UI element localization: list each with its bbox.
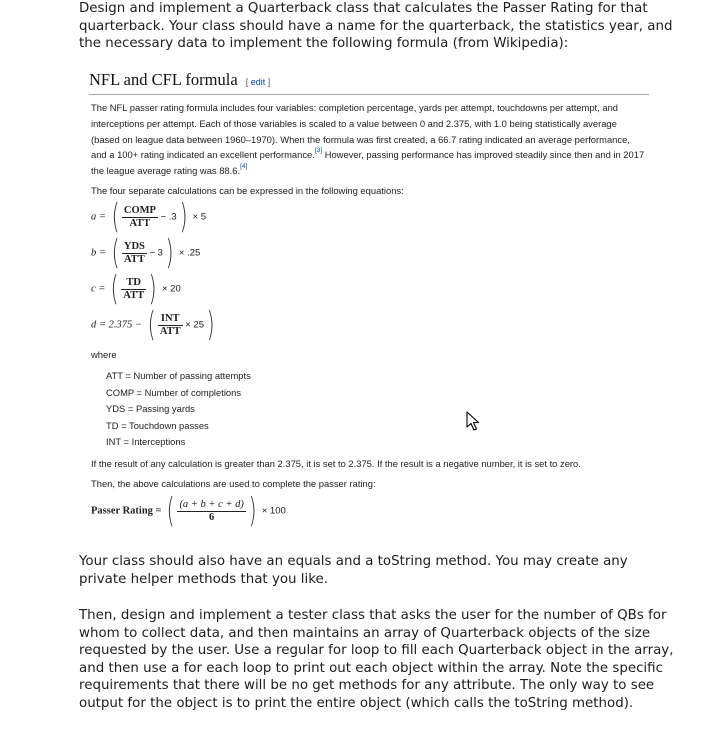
edit-bracket-open: [ [245,77,251,87]
equation-b-minus: − 3 [149,247,163,259]
description-text: The NFL passer rating formula includes four variables: completion percentage, yards per attempt, touchdowns per attempt, and interceptions per attempt. Each of those variables is scaled to a value between 0 and 2.375, with 1.0 being statistically average (based on league data between 1960–1970). When the formula was first created, a 66.7 rating indicated an average performance, and a 100+ rating indicated an excellent performance. [91,102,630,161]
denominator: 6 [209,511,215,523]
equation-b-times: × .25 [178,247,201,259]
equation-a [91,197,207,237]
definition-td: TD = Touchdown passes [106,419,209,431]
reference-3[interactable]: [3] [314,147,323,155]
denominator: ATT [129,217,151,229]
equation-c-lhs: c = [91,283,106,295]
equation-c [91,269,181,309]
close-paren: ) [206,305,215,345]
equation-d [91,305,217,345]
definition-att: ATT = Number of passing attempts [106,370,251,381]
heading-text: NFL and CFL formula [89,70,238,89]
tester-class-paragraph: Then, design and implement a tester class that asks the user for the number of QBs for whom to collect data, and then maintains an array of Quarterback objects of the size requested by the user. Use a regular for loop to fill each Quarterback object in the array, and then use a for each loop to print out each object within the array. Note the specific requirements that there will be no get methods for any attribute. The only way to see output for the object is to print the entire object (which calls the toString method). [79,608,674,711]
edit-link[interactable]: edit [250,77,266,87]
open-paren: ( [166,491,175,531]
open-paren: ( [110,269,119,309]
close-paren: ) [165,233,174,273]
close-paren: ) [248,491,257,531]
close-paren: ) [179,197,188,237]
open-paren: ( [147,305,156,345]
open-paren: ( [111,233,120,273]
where-label: where [91,349,117,360]
equation-a-times: × 5 [192,211,207,223]
fraction-yds-att [122,241,147,266]
numerator: INT [158,313,183,326]
formula-description [91,100,647,179]
reference-4[interactable]: [4] [240,163,248,171]
definition-int: INT = Interceptions [106,436,186,447]
equation-a-lhs: a = [91,211,106,223]
fraction-int-att [158,313,183,338]
fraction-comp-att [122,205,158,230]
equation-b-lhs: b = [91,247,106,259]
equation-a-minus: − .3 [160,211,177,223]
section-heading [89,70,649,95]
definition-yds: YDS = Passing yards [106,403,195,414]
intro-paragraph: Design and implement a Quarterback class that calculates the Passer Rating for that quarterback. Your class should have a name for the quarterback, the statistics year, and the necessary data to implement the following formula (from Wikipedia): [79,1,673,52]
edit-link-group [246,77,271,87]
numerator: YDS [123,240,145,252]
equations-intro: The four separate calculations can be expressed in the following equations: [91,185,404,196]
passer-rating-equation [91,491,286,531]
numerator: TD [121,277,146,290]
denominator: ATT [123,253,145,265]
edit-bracket-close: ] [265,77,271,87]
equals-tostring-paragraph: Your class should also have an equals and a toString method. You may create any private helper methods that you like. [79,554,628,587]
passer-rating-lhs: Passer Rating = [91,505,162,517]
equation-c-times: × 20 [161,283,181,295]
mouse-pointer-icon [466,411,482,438]
variable-definitions [106,368,251,451]
open-paren: ( [111,197,120,237]
clamp-rule: If the result of any calculation is greater than 2.375, it is set to 2.375. If the result is a negative number, it is set to zero. [91,458,581,469]
denominator: ATT [123,289,145,301]
definition-comp: COMP = Number of completions [106,386,242,398]
fraction-sum-over-6 [177,499,245,524]
equation-d-lhs: d = 2.375 − [91,319,142,331]
calculation-rules [91,454,651,493]
rating-rule: Then, the above calculations are used to complete the passer rating: [91,477,376,489]
numerator: (a + b + c + d) [179,498,244,510]
numerator: COMP [123,204,156,216]
denominator: ATT [159,325,181,337]
description-text-cont: However, passing performance has improved steadily since then and in 2017 the league average rating was 88.6. [91,149,645,177]
wikipedia-excerpt [89,70,649,196]
equation-d-times: × 25 [185,319,205,331]
close-paren: ) [148,269,157,309]
passer-rating-times: × 100 [261,505,286,517]
fraction-td-att [121,277,146,302]
equation-b [91,233,201,273]
